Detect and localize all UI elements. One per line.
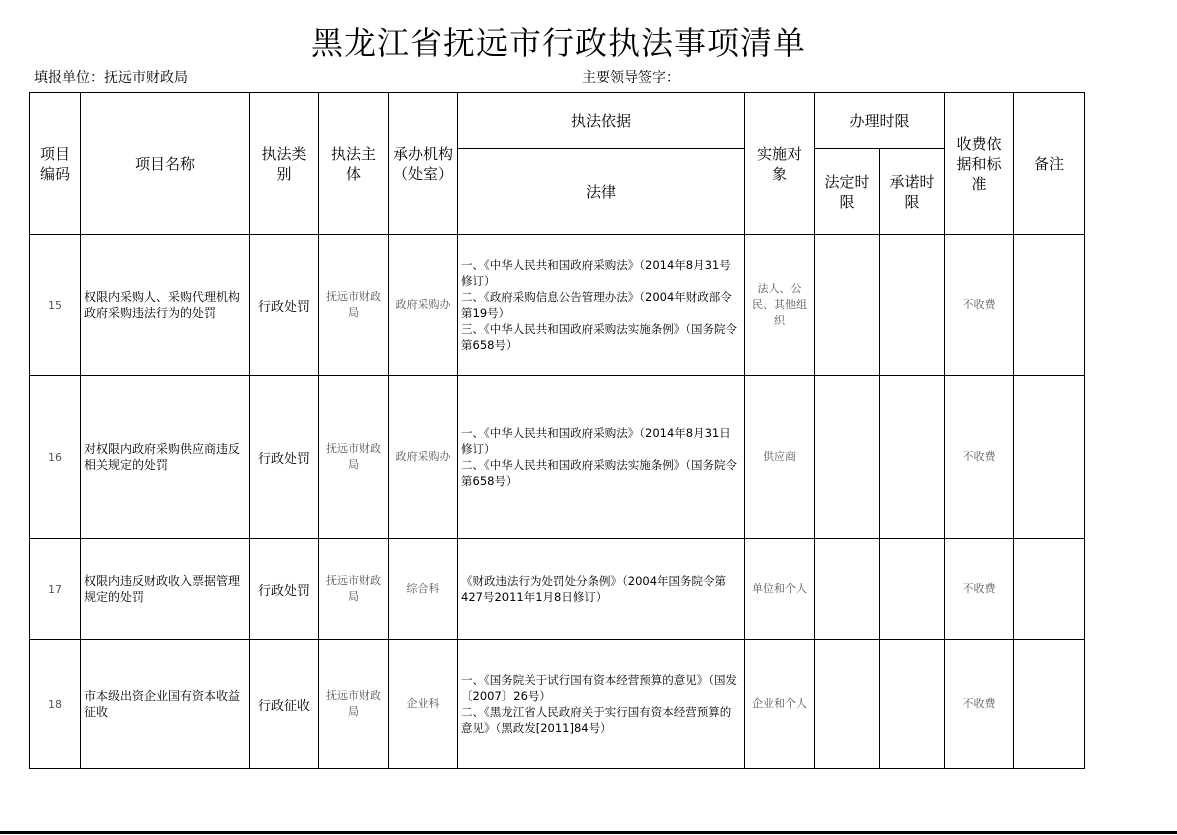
leader-signature-label: 主要领导签字：: [582, 70, 680, 86]
row-code: 18: [30, 640, 81, 769]
row-subject: 抚远市财政局: [319, 539, 389, 640]
col-header-name: 项目名称: [81, 93, 250, 235]
row-category: 行政处罚: [250, 235, 319, 376]
row-remark: [1014, 376, 1085, 539]
row-code: 15: [30, 235, 81, 376]
col-header-subject: 执法主体: [319, 93, 389, 235]
row-law: 一、《国务院关于试行国有资本经营预算的意见》（国发〔2007〕26号） 二、《黑龙江省人民政府关于实行国有资本经营预算的意见》（黑政发[2011]84号）: [458, 640, 745, 769]
col-header-time-promise: 承诺时限: [880, 149, 945, 235]
row-name: 市本级出资企业国有资本收益征收: [81, 640, 250, 769]
row-time-legal: [815, 235, 880, 376]
row-time-legal: [815, 640, 880, 769]
row-fee: 不收费: [945, 235, 1014, 376]
col-header-code: 项目编码: [30, 93, 81, 235]
table-row: [30, 376, 1085, 539]
bottom-divider: [0, 831, 1177, 834]
row-office: 企业科: [389, 640, 458, 769]
row-time-promise: [880, 235, 945, 376]
row-category: 行政处罚: [250, 539, 319, 640]
enforcement-items-table: [29, 92, 1085, 769]
row-target: 供应商: [745, 376, 815, 539]
row-subject: 抚远市财政局: [319, 235, 389, 376]
row-target: 企业和个人: [745, 640, 815, 769]
row-name: 对权限内政府采购供应商违反相关规定的处罚: [81, 376, 250, 539]
row-law: 《财政违法行为处罚处分条例》（2004年国务院令第427号2011年1月8日修订）: [458, 539, 745, 640]
filing-unit-value: 抚远市财政局: [104, 70, 188, 86]
row-code: 17: [30, 539, 81, 640]
table-row: [30, 235, 1085, 376]
row-time-promise: [880, 640, 945, 769]
row-law: 一、《中华人民共和国政府采购法》（2014年8月31日修订） 二、《中华人民共和国政府采购法实施条例》（国务院令第658号）: [458, 376, 745, 539]
filing-unit-label: 填报单位：: [34, 70, 104, 86]
row-fee: 不收费: [945, 640, 1014, 769]
row-name: 权限内采购人、采购代理机构政府采购违法行为的处罚: [81, 235, 250, 376]
row-category: 行政处罚: [250, 376, 319, 539]
filing-unit: [34, 67, 188, 87]
row-law: 一、《中华人民共和国政府采购法》（2014年8月31号修订） 二、《政府采购信息公告管理办法》（2004年财政部令第19号） 三、《中华人民共和国政府采购法实施条例》（国务院令第658号）: [458, 235, 745, 376]
row-time-promise: [880, 539, 945, 640]
col-header-office: 承办机构（处室）: [389, 93, 458, 235]
row-target: 单位和个人: [745, 539, 815, 640]
col-header-basis-group: 执法依据: [458, 93, 745, 149]
row-time-legal: [815, 376, 880, 539]
col-header-time-group: 办理时限: [815, 93, 945, 149]
row-subject: 抚远市财政局: [319, 376, 389, 539]
row-fee: 不收费: [945, 376, 1014, 539]
table-row: [30, 640, 1085, 769]
row-subject: 抚远市财政局: [319, 640, 389, 769]
col-header-fee: 收费依据和标准: [945, 93, 1014, 235]
row-office: 政府采购办: [389, 376, 458, 539]
row-office: 综合科: [389, 539, 458, 640]
row-fee: 不收费: [945, 539, 1014, 640]
row-category: 行政征收: [250, 640, 319, 769]
row-remark: [1014, 235, 1085, 376]
table-row: [30, 539, 1085, 640]
row-code: 16: [30, 376, 81, 539]
row-remark: [1014, 539, 1085, 640]
row-time-legal: [815, 539, 880, 640]
row-target: 法人、公民、其他组织: [745, 235, 815, 376]
row-office: 政府采购办: [389, 235, 458, 376]
col-header-law: 法律: [458, 149, 745, 235]
page-title: 黑龙江省抚远市行政执法事项清单: [310, 24, 806, 62]
col-header-remark: 备注: [1014, 93, 1085, 235]
row-name: 权限内违反财政收入票据管理规定的处罚: [81, 539, 250, 640]
col-header-target: 实施对象: [745, 93, 815, 235]
col-header-time-legal: 法定时限: [815, 149, 880, 235]
row-remark: [1014, 640, 1085, 769]
row-time-promise: [880, 376, 945, 539]
col-header-category: 执法类别: [250, 93, 319, 235]
